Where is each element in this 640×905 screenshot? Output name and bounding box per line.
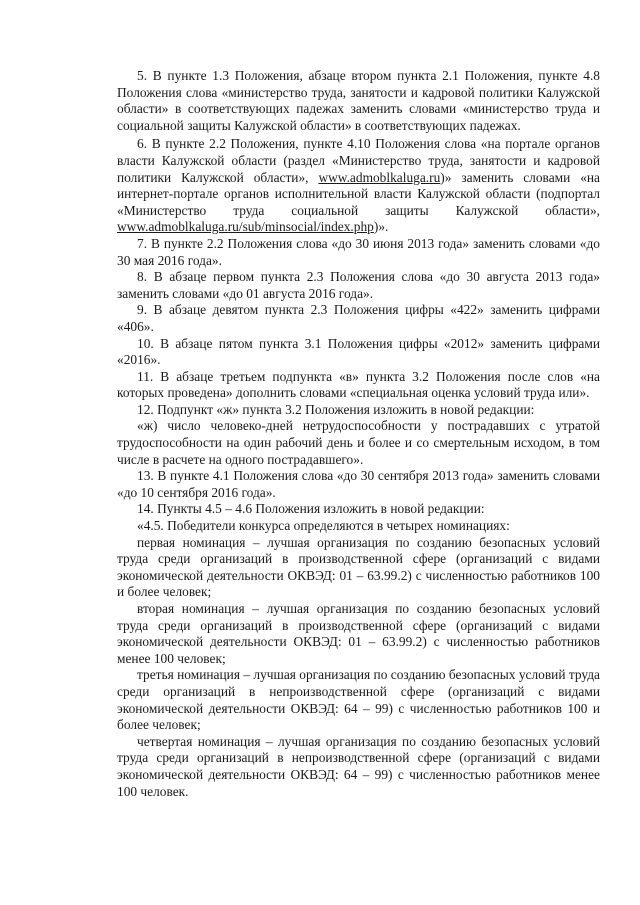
paragraph-item-8: 8. В абзаце первом пункта 2.3 Положения слова «до 30 августа 2013 года» заменить словами «до 01 августа 2016 года».	[117, 269, 600, 301]
document-body	[117, 68, 600, 800]
paragraph-item-6	[117, 136, 600, 236]
paragraph-item-12: 12. Подпункт «ж» пункта 3.2 Положения изложить в новой редакции:	[137, 401, 535, 417]
admoblkaluga-link[interactable]: www.admoblkaluga.ru	[318, 169, 441, 185]
item-6-text-middle: )» заменить словами «на интернет-портале органов исполнительной власти Калужской области (подпортал «Министерство труда социальной защиты Калужской области»,	[117, 169, 600, 218]
paragraph-clause-4-5: «4.5. Победители конкурса определяются в четырех номинациях:	[137, 518, 510, 534]
paragraph-nomination-4: четвертая номинация – лучшая организация по созданию безопасных условий труда среди организаций в непроизводственной сфере (организаций с видами экономической деятельности ОКВЭД: 64 – 99) с численностью работников менее 100 человек.	[117, 733, 600, 799]
minsocial-link[interactable]: www.admoblkaluga.ru/sub/minsocial/index.php	[117, 219, 374, 235]
paragraph-item-13: 13. В пункте 4.1 Положения слова «до 30 сентября 2013 года» заменить словами «до 10 сентября 2016 года».	[117, 468, 600, 500]
paragraph-nomination-3: третья номинация – лучшая организация по созданию безопасных условий труда среди организаций в непроизводственной сфере (организаций с видами экономической деятельности ОКВЭД: 64 – 99) с численностью работников 100 и более человек;	[117, 667, 600, 733]
paragraph-item-14: 14. Пункты 4.5 – 4.6 Положения изложить в новой редакции:	[137, 501, 485, 517]
paragraph-item-9: 9. В абзаце девятом пункта 2.3 Положения цифры «422» заменить цифрами «406».	[117, 302, 600, 334]
paragraph-subitem-zh: «ж) число человеко-дней нетрудоспособности у пострадавших с утратой трудоспособности на один рабочий день и более и со смертельным исходом, в том числе в расчете на одного пострадавшего».	[117, 418, 600, 467]
item-6-text-end: )».	[373, 219, 389, 235]
item-6-text-start: 6. В пункте 2.2 Положения, пункте 4.10 Положения слова «на портале органов власти Калужской области (раздел «Министерство труда, занятости и кадровой политики Калужской области»,	[117, 136, 600, 185]
paragraph-item-7: 7. В пункте 2.2 Положения слова «до 30 июня 2013 года» заменить словами «до 30 мая 2016 года».	[117, 235, 600, 268]
paragraph-nomination-1: первая номинация – лучшая организация по созданию безопасных условий труда среди организаций в производственной сфере (организаций с видами экономической деятельности ОКВЭД: 01 – 63.99.2) с численностью работников 100 и более человек;	[117, 534, 600, 600]
paragraph-item-5: 5. В пункте 1.3 Положения, абзаце втором пункта 2.1 Положения, пункте 4.8 Положения слова «министерство труда, занятости и кадровой политики Калужской области» в соответствующих падежах заменить словами «министерство труда и социальной защиты Калужской области» в соответствующих падежах.	[117, 68, 600, 133]
paragraph-nomination-2: вторая номинация – лучшая организация по созданию безопасных условий труда среди организаций в производственной сфере (организаций с видами экономической деятельности ОКВЭД: 01 – 63.99.2) с численностью работников менее 100 человек;	[117, 601, 600, 666]
paragraph-item-11: 11. В абзаце третьем подпункта «в» пункта 3.2 Положения после слов «на которых проведена» дополнить словами «специальная оценка условий труда или».	[117, 368, 600, 401]
paragraph-item-10: 10. В абзаце пятом пункта 3.1 Положения цифры «2012» заменить цифрами «2016».	[117, 335, 600, 368]
